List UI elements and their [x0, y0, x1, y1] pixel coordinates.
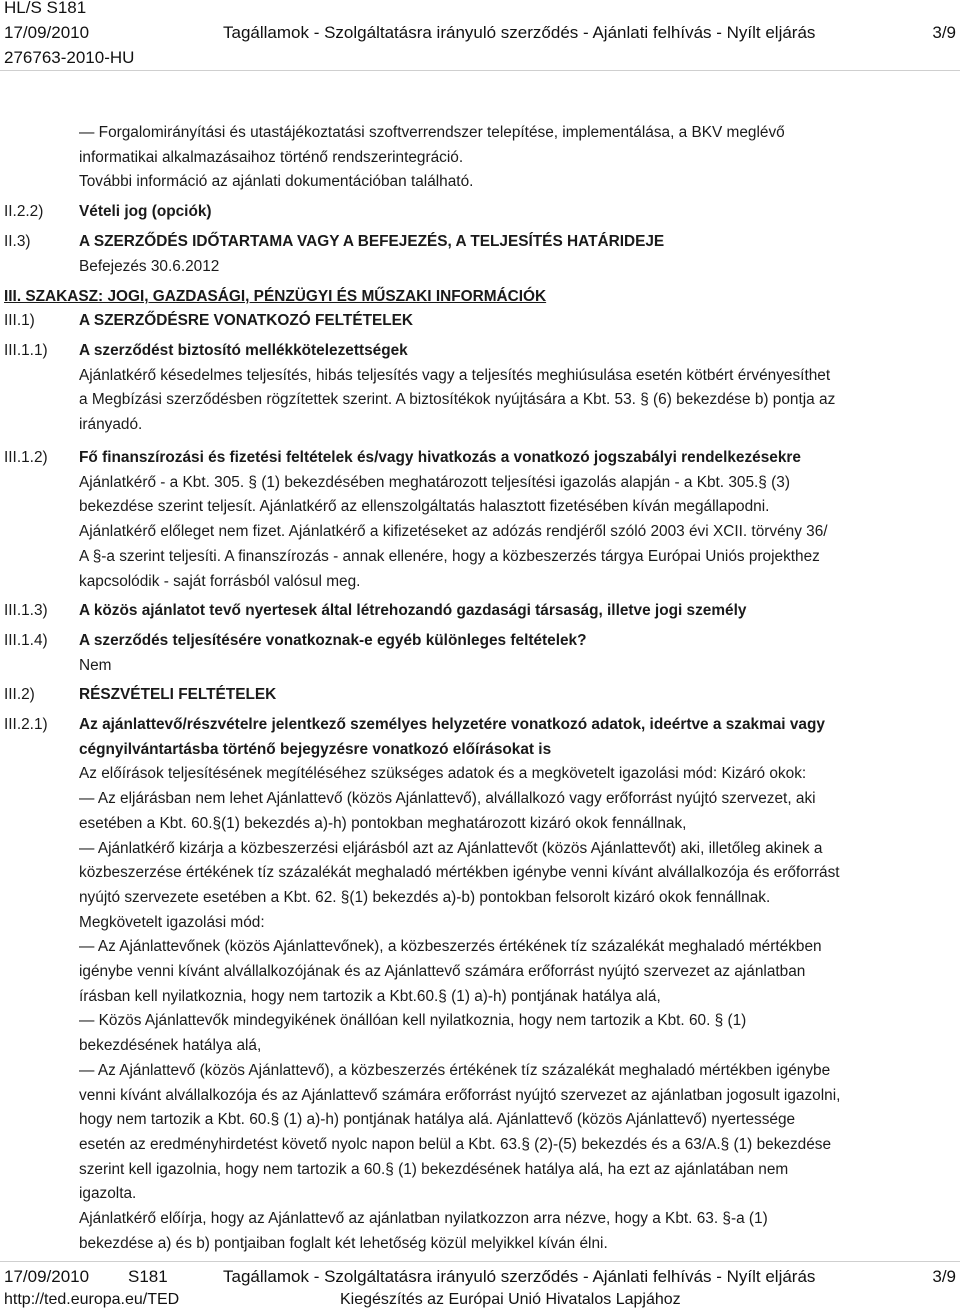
- section-title: A szerződés teljesítésére vonatkoznak-e egyéb különleges feltételek?: [79, 632, 587, 649]
- intro-line: ― Forgalomirányítási és utastájékoztatási szoftverrendszer telepítése, implementálása, a BKV meglévő: [79, 124, 785, 141]
- text-line: bekezdése szerint teljesít. Ajánlatkérő az ellenszolgáltatás halasztott fizetésében kíván megállapodni.: [79, 498, 770, 516]
- section-title: Vételi jog (opciók): [79, 203, 212, 220]
- section-body: [79, 230, 957, 279]
- text-line: kapcsolódik - saját forrásból valósul meg.: [79, 572, 361, 590]
- text-line: közbeszerzése értékének tíz százalékát meghaladó mértékben igénybe venni kívánt alvállalkozója és erőforrást: [79, 864, 840, 882]
- text-line: Az előírások teljesítésének megítéléséhez szükséges adatok és a megkövetelt igazolási mód: Kizáró okok:: [79, 765, 807, 783]
- text-line: irányadó.: [79, 416, 143, 434]
- footer-title: Tagállamok - Szolgáltatásra irányuló szerződés - Ajánlati felhívás - Nyílt eljárás: [223, 1267, 816, 1286]
- text-line: ― Ajánlatkérő kizárja a közbeszerzési eljárásból azt az Ajánlattevőt (közös Ajánlattevőt) aki, illetőleg akinek a: [79, 839, 823, 857]
- text-line: ― Az Ajánlattevőnek (közös Ajánlattevőnek), a közbeszerzés értékének tíz százalékát meghaladó mértékben: [79, 938, 822, 956]
- text-line: írásban kell nyilatkoznia, hogy nem tartozik a Kbt.60.§ (1) a)-h) pontjának hatálya alá,: [79, 987, 661, 1005]
- text-line: ― Közös Ajánlattevők mindegyikének önállóan kell nyilatkoznia, hogy nem tartozik a Kbt. 60. § (1): [79, 1012, 747, 1030]
- section-title: Az ajánlattevő/részvételre jelentkező személyes helyzetére vonatkozó adatok, ideértve a szakmai vagy: [79, 716, 825, 733]
- section-number: III.1.1): [4, 342, 48, 359]
- text-line: ― Az Ajánlattevő (közös Ajánlattevő), a közbeszerzés értékének tíz százalékát meghaladó mértékben igénybe: [79, 1061, 831, 1079]
- section-title: A közös ajánlatot tevő nyertesek által létrehozandó gazdasági társaság, illetve jogi személy: [79, 602, 747, 619]
- section-number: II.3): [4, 233, 31, 250]
- text-line: esetében a Kbt. 60.§(1) bekezdés a)-h) pontokban meghatározott kizáró okok fennállnak,: [79, 814, 687, 832]
- intro-text: [79, 121, 957, 195]
- section-value: Befejezés 30.6.2012: [79, 257, 220, 275]
- footer-divider: [0, 1261, 960, 1262]
- text-line: szerint kell igazolnia, hogy nem tartozik a 60.§ (1) bekezdésének hatálya alá, ha ezt az ajánlatában nem: [79, 1160, 789, 1178]
- footer-date: 17/09/2010: [4, 1267, 90, 1286]
- section-number: III.2): [4, 686, 35, 703]
- text-line: venni kívánt alvállalkozója és az Ajánlattevő számára erőforrást nyújtó szervezet az ajánlatban jogosult igazolni,: [79, 1086, 841, 1104]
- text-line: Ajánlatkérő - a Kbt. 305. § (1) bekezdésében meghatározott teljesítési igazolás alapján - a Kbt. 305.§ (3): [79, 473, 790, 491]
- text-line: A §-a szerint teljesíti. A finanszírozás - annak ellenére, hogy a közbeszerzés tárgya Európai Uniós projekthez: [79, 547, 820, 565]
- section-title: A szerződést biztosító mellékkötelezettségek: [79, 342, 408, 359]
- text-line: ― Az eljárásban nem lehet Ajánlattevő (közös Ajánlattevő), alvállalkozó vagy erőforrást nyújtó szervezet, aki: [79, 790, 816, 808]
- part-heading: III. SZAKASZ: JOGI, GAZDASÁGI, PÉNZÜGYI ÉS MŰSZAKI INFORMÁCIÓK: [4, 288, 547, 305]
- header-date: 17/09/2010: [4, 23, 90, 42]
- ted-link[interactable]: http://ted.europa.eu/TED: [4, 1291, 180, 1308]
- section-number: III.1.4): [4, 632, 48, 649]
- text-line: esetén az eredményhirdetést követő nyolc napon belül a Kbt. 63.§ (2)-(5) bekezdés és a 63/A.§ (1) bekezdése: [79, 1135, 832, 1153]
- text-line: igénybe venni kívánt alvállalkozójának és az Ajánlattevő számára erőforrást nyújtó szervezet az ajánlatban: [79, 963, 806, 981]
- text-line: bekezdése a) és b) pontjaiban foglalt két lehetőség közül melyikkel kíván élni.: [79, 1234, 608, 1252]
- text-line: bekezdésének hatálya alá,: [79, 1037, 262, 1055]
- header-page-number: 3/9: [932, 23, 956, 42]
- section-body: [79, 629, 957, 678]
- footer-supplement: Kiegészítés az Európai Unió Hivatalos Lapjához: [340, 1291, 681, 1308]
- text-line: Ajánlatkérő késedelmes teljesítés, hibás teljesítés vagy a teljesítés meghiúsulása esetén kötbért érvényesíthet: [79, 366, 831, 384]
- section-title: cégnyilvántartásba történő bejegyzésre vonatkozó előírásokat is: [79, 740, 552, 758]
- doc-code: HL/S S181: [4, 0, 87, 17]
- section-body: [79, 713, 957, 1256]
- text-line: Ajánlatkérő előleget nem fizet. Ajánlatkérő a kifizetéseket az adózás rendjéről szóló 2003 évi XCII. törvény 36/: [79, 523, 828, 541]
- section-title: RÉSZVÉTELI FELTÉTELEK: [79, 686, 277, 703]
- section-number: III.2.1): [4, 716, 48, 733]
- section-number: III.1): [4, 312, 35, 329]
- section-body: [79, 339, 957, 438]
- text-line: hogy nem tartozik a Kbt. 60.§ (1) a)-h) pontjának hatálya alá. Ajánlattevő (közös Ajánlattevő) nyertessége: [79, 1111, 796, 1129]
- section-title: A SZERZŐDÉS IDŐTARTAMA VAGY A BEFEJEZÉS, A TELJESÍTÉS HATÁRIDEJE: [79, 233, 665, 250]
- text-line: nyújtó szervezete esetében a Kbt. 62. §(1) bekezdés a)-b) pontokban felsorolt kizáró okok fennállnak.: [79, 888, 771, 906]
- section-title: Fő finanszírozási és fizetési feltételek és/vagy hivatkozás a vonatkozó jogszabályi rendelkezésekre: [79, 449, 801, 466]
- section-number: III.1.3): [4, 602, 48, 619]
- section-title: A SZERZŐDÉSRE VONATKOZÓ FELTÉTELEK: [79, 312, 414, 329]
- header-title: Tagállamok - Szolgáltatásra irányuló szerződés - Ajánlati felhívás - Nyílt eljárás: [223, 23, 816, 42]
- text-line: Megkövetelt igazolási mód:: [79, 913, 265, 931]
- text-line: a Megbízási szerződésben rögzítettek szerint. A biztosítékok nyújtására a Kbt. 53. § (6) bekezdése b) pontja az: [79, 391, 836, 409]
- text-line: igazolta.: [79, 1185, 137, 1203]
- section-number: III.1.2): [4, 449, 48, 466]
- section-value: Nem: [79, 656, 112, 674]
- footer-series: S181: [128, 1267, 168, 1286]
- section-body: [79, 446, 957, 594]
- header-divider: [0, 70, 960, 71]
- text-line: Ajánlatkérő előírja, hogy az Ajánlattevő az ajánlatban nyilatkozzon arra nézve, hogy a Kbt. 63. §-a (1): [79, 1210, 768, 1228]
- section-number: II.2.2): [4, 203, 44, 220]
- intro-line: informatikai alkalmazásaihoz történő rendszerintegráció.: [79, 148, 464, 166]
- notice-id: 276763-2010-HU: [4, 48, 135, 67]
- intro-line: További információ az ajánlati dokumentációban található.: [79, 173, 474, 191]
- footer-page-number: 3/9: [932, 1267, 956, 1286]
